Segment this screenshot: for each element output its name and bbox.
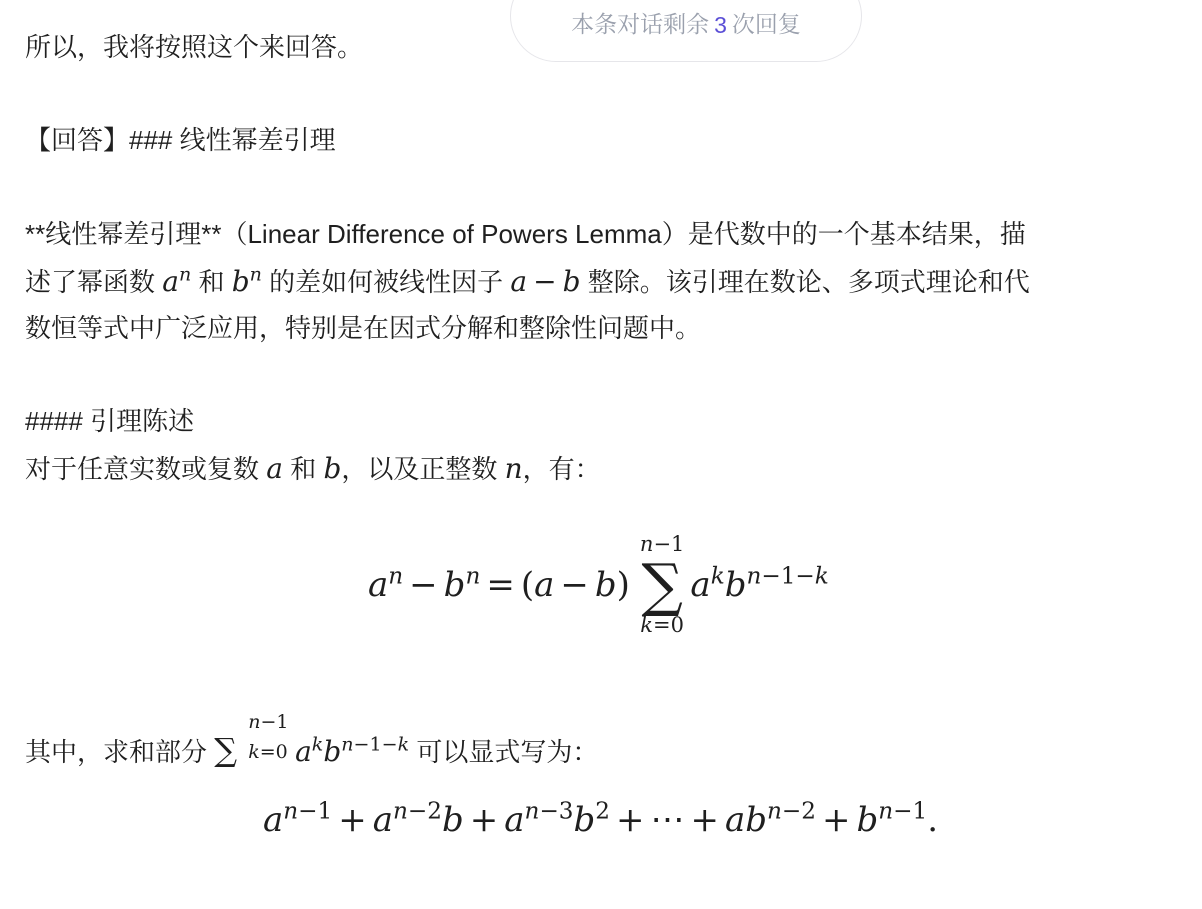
- math-a-minus-b: a − b: [510, 265, 581, 298]
- paragraph-line-2: [25, 258, 1030, 306]
- math-b-pow-n: $b^n$: [231, 263, 262, 298]
- text-segment: ，有：: [522, 454, 601, 484]
- expansion-equation: $a^{n-1} + a^{n-2}b + a^{n-3}b^2$ + ⋯ + $ab^{n-2} + b^{n-1}$.: [263, 798, 939, 840]
- math-a-pow-n: $a^n$: [162, 263, 192, 298]
- statement-text: [25, 445, 601, 493]
- remaining-replies-badge: [510, 0, 862, 62]
- math-inline-sum: ∑ n−1 k=0: [214, 711, 289, 769]
- text-segment: 对于任意实数或复数: [25, 454, 260, 484]
- sum-explanation: [25, 711, 599, 776]
- text-segment: 可以显式写为：: [416, 737, 599, 767]
- text-segment: 述了幂函数: [25, 267, 156, 297]
- math-ak-bn1k: $a^kb^{n-1-k}$: [295, 733, 410, 768]
- statement-heading: #### 引理陈述: [25, 406, 195, 436]
- text-segment: 和: [290, 454, 317, 484]
- math-a: a: [266, 452, 283, 485]
- text-segment: 和: [198, 267, 225, 297]
- text-segment: 的差如何被线性因子: [269, 267, 504, 297]
- remaining-count: 3: [714, 12, 727, 38]
- paragraph-line-1: **线性幂差引理**（Linear Difference of Powers Lemma）是代数中的一个基本结果，描: [25, 219, 1026, 249]
- paragraph-line-3: 数恒等式中广泛应用，特别是在因式分解和整除性问题中。: [25, 313, 702, 343]
- text-segment: 其中，求和部分: [25, 737, 208, 767]
- intro-text: 所以，我将按照这个来回答。: [25, 32, 364, 62]
- text-segment: 整除。该引理在数论、多项式理论和代: [587, 267, 1030, 297]
- display-equation: $a^n$ − $b^n$ = ( a − b ) n−1 ∑ k=0 $a^kb^{n-1-k}$: [368, 532, 829, 637]
- badge-suffix: 次回复: [731, 11, 801, 37]
- math-n: n: [504, 452, 523, 485]
- sum-symbol: n−1 ∑ k=0: [639, 532, 685, 637]
- text-segment: ，以及正整数: [341, 454, 498, 484]
- answer-heading: 【回答】### 线性幂差引理: [25, 125, 336, 155]
- math-b: b: [323, 452, 342, 485]
- badge-prefix: 本条对话剩余: [571, 11, 710, 37]
